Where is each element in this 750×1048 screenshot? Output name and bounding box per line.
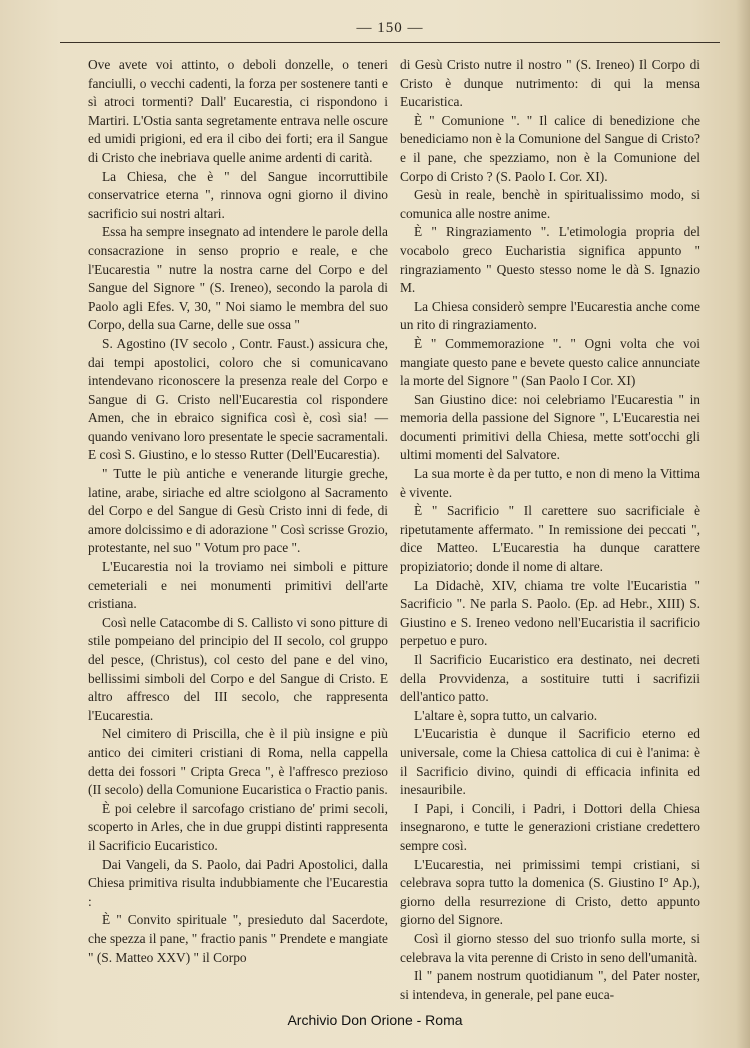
paragraph: " Tutte le più antiche e venerande liturgie greche, latine, arabe, siriache ed altre sciolgono al Sacramento del Corpo e del Sangue di Gesù Cristo inni di fede, di amore dolcissimo e di adorazione " Così scrisse Grozio, protestante, nel suo " Votum pro pace ". [88, 466, 388, 556]
paragraph: Così il giorno stesso del suo trionfo sulla morte, si celebrava la vita perenne di Cristo in seno dell'umanità. [400, 930, 700, 965]
paragraph: È " Convito spirituale ", presieduto dal Sacerdote, che spezza il pane, " fractio panis " Prendete e mangiate " (S. Matteo XXV) " il Corpo [88, 912, 388, 965]
paragraph: La sua morte è da per tutto, e non di meno la Vittima è vivente. [400, 466, 700, 500]
paragraph: La Didachè, XIV, chiama tre volte l'Eucaristia " Sacrificio ". Ne parla S. Paolo. (Ep. ad Hebr., XIII) S. Giustino e S. Ireneo vedono nell'Eucaristia il sacrificio perpetuo e puro. [400, 577, 700, 649]
paragraph: L'Eucarestia noi la troviamo nei simboli e pitture cemeteriali e nei monumenti primitivi dell'arte cristiana. [88, 559, 388, 612]
right-column [400, 56, 700, 1004]
paragraph: Il " panem nostrum quotidianum ", del Pater noster, si intendeva, in generale, pel pane euca- [400, 968, 700, 1002]
left-column [88, 56, 388, 967]
paragraph: È " Comunione ". " Il calice di benedizione che benediciamo non è la Comunione del Sangue di Cristo? e il pane, che spezziamo, non è la Comunione del Corpo di Cristo ? (S. Paolo I. Cor. XI). [400, 112, 700, 184]
paragraph: È " Sacrificio " Il carettere suo sacrificiale è ripetutamente affermato. " In remissione dei peccati ", dice Matteo. L'Eucarestia ha dunque carattere propiziatorio; donde il nome di altare. [400, 503, 700, 575]
paragraph: L'Eucaristia è dunque il Sacrificio eterno ed universale, come la Chiesa cattolica di cui è l'anima: è il Sacrificio divino, quindi di efficacia infinita ed inesauribile. [400, 726, 700, 798]
paragraph: Gesù in reale, benchè in spiritualissimo modo, si comunica alle nostre anime. [400, 187, 700, 221]
page-header [60, 18, 720, 44]
paragraph: San Giustino dice: noi celebriamo l'Eucarestia " in memoria della passione del Signore ", L'Eucarestia nei documenti primitivi della Chiesa, mette sott'occhi gli ultimi momenti del Salvatore. [400, 391, 700, 463]
paragraph: S. Agostino (IV secolo , Contr. Faust.) assicura che, dai tempi apostolici, coloro che si comunicavano intendevano riconoscere la presenza reale del Corpo e Sangue di G. Cristo nell'Eucarestia col rispondere Amen, che in ebraico significa così è, così sia! — quando venivano loro presentate le specie sacramentali. E così S. Giustino, e lo stesso Rutter (Dell'Eucarestia). [88, 335, 388, 463]
paragraph: I Papi, i Concili, i Padri, i Dottori della Chiesa insegnarono, e tutte le generazioni cristiane credettero sempre così. [400, 800, 700, 853]
paragraph: È " Ringraziamento ". L'etimologia propria del vocabolo greco Eucharistia significa appunto " ringraziamento " Questo stesso nome le dà S. Ignazio M. [400, 224, 700, 296]
page-number: — 150 — [356, 20, 424, 36]
paragraph: Il Sacrificio Eucaristico era destinato, nei decreti della Provvidenza, a sostituire tutti i sacrifizii dell'antico patto. [400, 652, 700, 705]
archive-footer: Archivio Don Orione - Roma [287, 1012, 463, 1028]
paragraph: La Chiesa considerò sempre l'Eucarestia anche come un rito di ringraziamento. [400, 298, 700, 333]
header-rule [60, 42, 720, 43]
paragraph: di Gesù Cristo nutre il nostro " (S. Ireneo) Il Corpo di Cristo è dunque nutrimento: di qui la mensa Eucaristica. [400, 57, 700, 110]
paragraph: La Chiesa, che è " del Sangue incorruttibile conservatrice eterna ", rinnova ogni giorno il divino sacrificio sui nostri altari. [88, 168, 388, 221]
paragraph: È " Commemorazione ". " Ogni volta che voi mangiate questo pane e bevete questo calice annunciate la morte del Signore " (San Paolo I Cor. XI) [400, 335, 700, 389]
paragraph: Essa ha sempre insegnato ad intendere le parole della consacrazione in senso proprio e reale, e che l'Eucarestia " nutre la nostra carne del Corpo e del Sangue del Signore " (S. Ireneo), secondo la parola di Paolo agli Efes. V, 30, " Noi siamo le membra del suo Corpo, della sua Carne, delle sue ossa " [88, 224, 388, 333]
paragraph: L'altare è, sopra tutto, un calvario. [414, 707, 598, 723]
paragraph: Ove avete voi attinto, o deboli donzelle, o teneri fanciulli, o vecchi cadenti, la forza per sostenere tanti e sì atroci tormenti? Dall' Eucarestia, ci rispondono i Martiri. L'Ostia santa segretamente entrava nelle oscure ed umidi prigioni, ed era il cibo dei forti; era il Sangue di Cristo che inebriava quelle anime ardenti di carità. [88, 57, 388, 165]
paragraph: Nel cimitero di Priscilla, che è il più insigne e più antico dei cimiteri cristiani di Roma, nella cappella detta dei fossori " Cripta Greca ", è l'affresco prezioso (II secolo) della Comunione Eucaristica o Fractio panis. [88, 726, 388, 798]
paragraph: È poi celebre il sarcofago cristiano de' primi secoli, scoperto in Arles, che in due gruppi distinti rappresenta il Sacrificio Eucaristico. [88, 800, 388, 853]
paragraph: Così nelle Catacombe di S. Callisto vi sono pitture di stile pompeiano del principio del II secolo, col gruppo del pesce, (Christus), col cesto del pane e del vino, bellissimi simboli del Corpo e del Sangue di Cristo. E altro affresco del III secolo, che rappresenta l'Eucarestia. [88, 614, 388, 723]
paragraph: Dai Vangeli, da S. Paolo, dai Padri Apostolici, dalla Chiesa primitiva risulta indubbiamente che l'Eucarestia : [88, 856, 388, 909]
page-edge-shadow [736, 0, 750, 1048]
paragraph: L'Eucarestia, nei primissimi tempi cristiani, si celebrava sopra tutto la domenica (S. Giustino I° Ap.), giorno della resurrezione di Cristo, detto appunto giorno del Signore. [400, 856, 700, 928]
